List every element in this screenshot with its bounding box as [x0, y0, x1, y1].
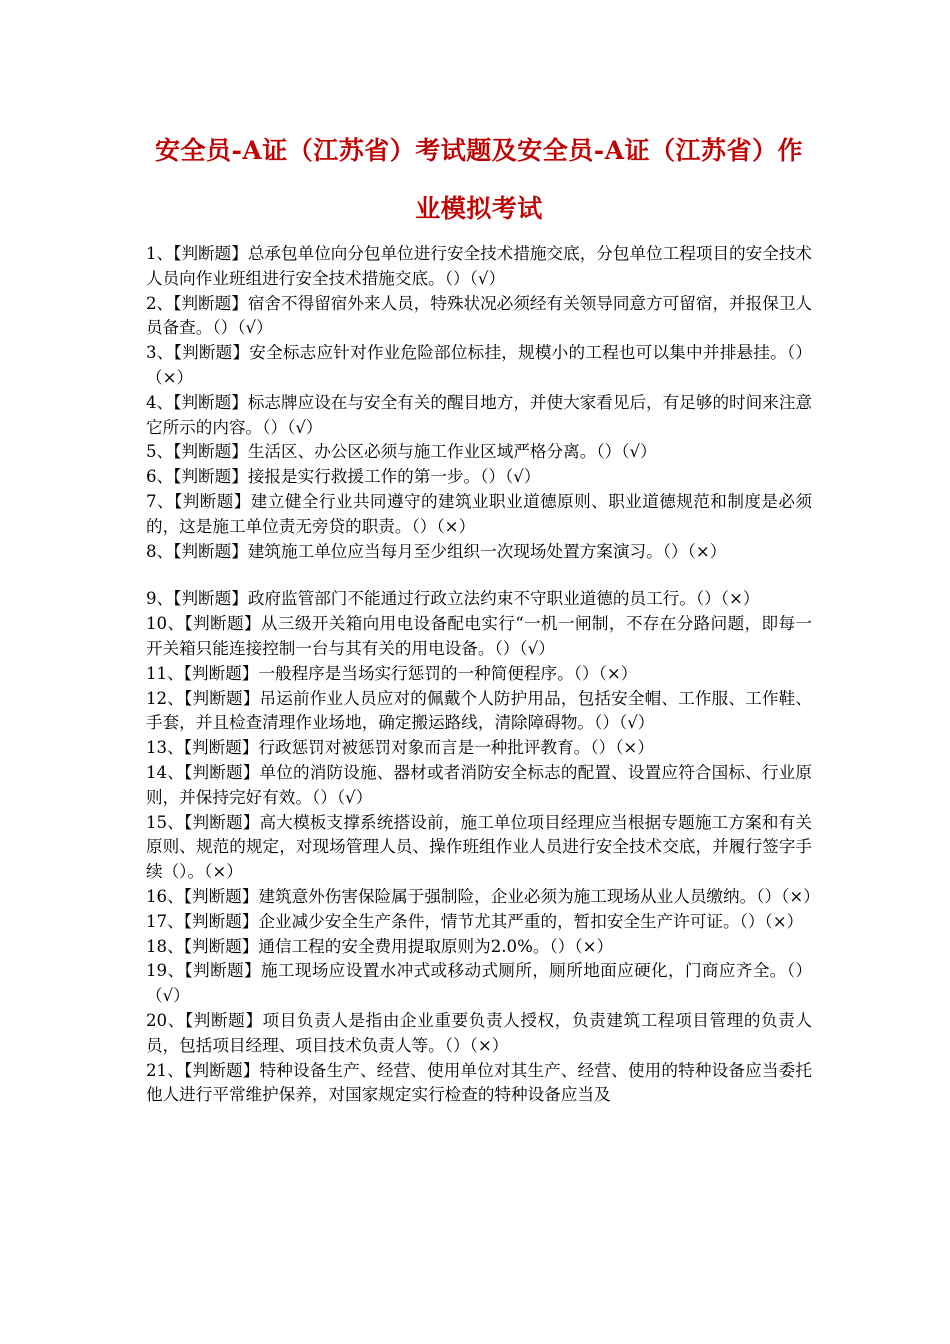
title-line-1: 安全员-A证（江苏省）考试题及安全员-A证（江苏省）作 — [154, 136, 804, 165]
question-item: 9、【判断题】政府监管部门不能通过行政立法约束不守职业道德的员工行。（）（×） — [146, 589, 760, 609]
question-item: 11、【判断题】一般程序是当场实行惩罚的一种简便程序。（）（×） — [146, 663, 638, 683]
question-item: 13、【判断题】行政惩罚对被惩罚对象而言是一种批评教育。（）（×） — [146, 738, 654, 758]
question-item: 20、【判断题】项目负责人是指由企业重要负责人授权，负责建筑工程项目管理的负责人员，包括项目经理、项目技术负责人等。（）（×） — [146, 1010, 812, 1055]
question-item: 14、【判断题】单位的消防设施、器材或者消防安全标志的配置、设置应符合国标、行业原则，并保持完好有效。（）（√） — [146, 762, 812, 807]
document-title — [146, 122, 812, 238]
document-page — [146, 122, 820, 1108]
question-item: 18、【判断题】通信工程的安全费用提取原则为2.0%。（）（×） — [146, 936, 614, 956]
question-item: 15、【判断题】高大模板支撑系统搭设前，施工单位项目经理应当根据专题施工方案和有关原则、规范的规定，对现场管理人员、操作班组作业人员进行安全技术交底，并履行签字手续（）。（×） — [146, 812, 812, 882]
question-item: 4、【判断题】标志牌应设在与安全有关的醒目地方，并使大家看见后，有足够的时间来注意它所示的内容。（）（√） — [146, 392, 813, 437]
question-item: 21、【判断题】特种设备生产、经营、使用单位对其生产、经营、使用的特种设备应当委托他人进行平常维护保养，对国家规定实行检查的特种设备应当及 — [146, 1060, 812, 1105]
question-item: 10、【判断题】从三级开关箱向用电设备配电实行“一机一闸制，不存在分路问题，即每一开关箱只能连接控制一台与其有关的用电设备。（）（√） — [146, 614, 812, 658]
question-list — [146, 242, 820, 1108]
question-item: 6、【判断题】接报是实行救援工作的第一步。（）（√） — [146, 467, 541, 487]
question-item: 7、【判断题】建立健全行业共同遵守的建筑业职业道德原则、职业道德规范和制度是必须的，这是施工单位责无旁贷的职责。（）（×） — [146, 491, 812, 536]
title-line-2: 业模拟考试 — [415, 194, 543, 223]
question-item: 2、【判断题】宿舍不得留宿外来人员，特殊状况必须经有关领导同意方可留宿，并报保卫人员备查。（）（√） — [146, 293, 813, 338]
question-item: 19、【判断题】施工现场应设置水冲式或移动式厕所，厕所地面应硬化，门商应齐全。（）（√） — [146, 961, 812, 1006]
question-item: 5、【判断题】生活区、办公区必须与施工作业区域严格分离。（）（√） — [146, 442, 657, 462]
question-item: 17、【判断题】企业减少安全生产条件，情节尤其严重的，暂扣安全生产许可证。（）（×） — [146, 911, 804, 931]
question-item: 1、【判断题】总承包单位向分包单位进行安全技术措施交底，分包单位工程项目的安全技术人员向作业班组进行安全技术措施交底。（）（√） — [146, 244, 813, 288]
question-item: 3、【判断题】安全标志应针对作业危险部位标挂，规模小的工程也可以集中并排悬挂。（）（×） — [146, 343, 812, 387]
question-item: 8、【判断题】建筑施工单位应当每月至少组织一次现场处置方案演习。（）（×） — [146, 541, 727, 561]
question-item: 12、【判断题】吊运前作业人员应对的佩戴个人防护用品，包括安全帽、工作服、工作鞋、手套，并且检查清理作业场地，确定搬运路线，清除障碍物。（）（√） — [146, 688, 812, 733]
question-item: 16、【判断题】建筑意外伤害保险属于强制险，企业必须为施工现场从业人员缴纳。（）（×） — [146, 886, 820, 906]
